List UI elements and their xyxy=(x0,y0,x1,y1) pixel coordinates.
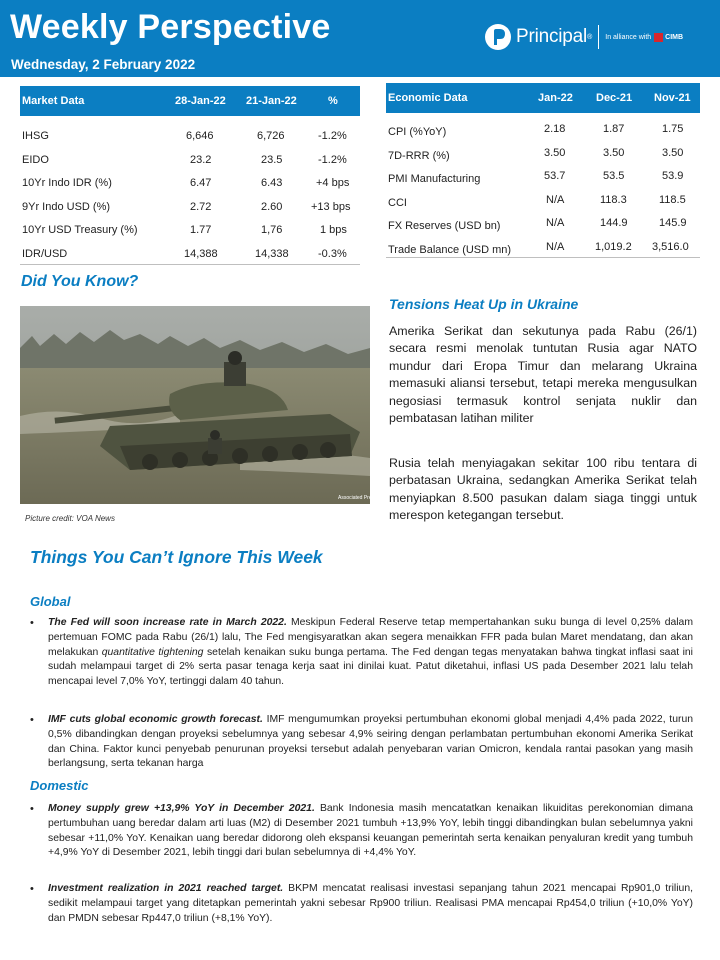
bullet-emphasis: quantitative tightening xyxy=(101,646,204,658)
bullet-icon: • xyxy=(30,883,34,895)
row-label: Trade Balance (USD mn) xyxy=(388,243,512,256)
table-row xyxy=(20,148,360,172)
row-value: 1.77 xyxy=(190,224,212,236)
bullet-body: Bank Indonesia masih mencatatkan kenaikan likuiditas perekonomian dimana pertumbuhan uang beredar dalam arti luas (M2) di Desember 2021 tumbuh +13,9% YoY, lebih tinggi dibandingkan bulan sebelumnya yakni sebesar +11,0% YoY. Kenaikan uang beredar didorong oleh ekspansi keuangan pemerintah serta kenaikan penyaluran kredit yang tumbuh +4,9% YoY di Desember 2021, lebih tinggi dari bulan sebelumnya di +4,4% YoY. xyxy=(48,803,693,859)
market-header-col2: 21-Jan-22 xyxy=(246,95,297,107)
global-heading: Global xyxy=(30,594,71,609)
row-change: -1.2% xyxy=(318,130,347,142)
header-banner xyxy=(0,0,720,77)
photo-watermark: Associated Press xyxy=(338,495,377,501)
row-value: 1.75 xyxy=(662,123,684,135)
table-row xyxy=(20,171,360,195)
bullet-lead: Investment realization in 2021 reached target. xyxy=(48,883,284,894)
row-value: 3,516.0 xyxy=(652,240,689,253)
alliance-text: In alliance with xyxy=(605,33,652,41)
bullet-body: setelah kenaikan suku bunga pertama. The Fed dengan tegas menyatakan bahwa tingkat inflasi saat ini sudah melampaui target di 2% serta pasar tenaga kerja saat ini dinilai kuat. Patut diketahui, inflasi US pada Desember 2021 lalu telah mencapai level 7,0% YoY, tertinggi dalam 40 tahun. xyxy=(48,646,693,688)
economic-header-col1: Jan-22 xyxy=(538,92,573,104)
economic-table-header xyxy=(386,83,700,113)
bullet-icon: • xyxy=(30,714,34,726)
logo-divider xyxy=(598,25,599,49)
bullet-text xyxy=(48,713,693,772)
market-table-header xyxy=(20,86,360,116)
row-change: 1 bps xyxy=(320,224,347,236)
row-value: 53.5 xyxy=(603,170,625,182)
row-value: 1.87 xyxy=(603,123,625,135)
row-label: PMI Manufacturing xyxy=(388,173,481,185)
market-data-table xyxy=(20,86,360,265)
market-header-col1: 28-Jan-22 xyxy=(175,95,226,107)
page-title: Weekly Perspective xyxy=(10,8,331,46)
row-value: N/A xyxy=(546,240,565,253)
economic-header-col3: Nov-21 xyxy=(654,92,691,104)
table-row xyxy=(386,235,700,259)
list-item xyxy=(30,616,693,690)
row-label: 10Yr Indo IDR (%) xyxy=(22,177,112,189)
ukraine-story-title: Tensions Heat Up in Ukraine xyxy=(389,296,579,312)
bullet-text xyxy=(48,882,693,926)
row-value: 6,646 xyxy=(186,130,214,142)
row-label: 9Yr Indo USD (%) xyxy=(22,200,111,213)
table-row xyxy=(20,124,360,148)
alliance-brand: CIMB xyxy=(665,33,684,41)
economic-header-label: Economic Data xyxy=(388,92,468,104)
row-label: EIDO xyxy=(22,153,49,166)
row-value: N/A xyxy=(546,217,565,229)
table-row xyxy=(20,195,360,219)
row-change: -1.2% xyxy=(318,153,347,166)
table-row xyxy=(386,117,700,141)
row-value: 6.47 xyxy=(190,177,212,189)
row-value: 1,76 xyxy=(261,224,283,236)
row-value: 3.50 xyxy=(544,146,566,159)
table-row xyxy=(386,164,700,188)
table-row xyxy=(20,242,360,266)
row-change: +13 bps xyxy=(311,200,351,213)
list-item xyxy=(30,713,693,772)
bullet-body: BKPM mencatat realisasi investasi sepanjang tahun 2021 mencapai Rp901,0 triliun, sedikit melampaui target yang ditetapkan pemerintah yakni sebesar Rp900 triliun. Realisasi PMA mencapai Rp454,0 triliun (+10,0% YoY) dan PMDN sebesar Rp447,0 triliun (+8,1% YoY). xyxy=(48,883,693,924)
row-label: IHSG xyxy=(22,130,49,142)
economic-data-table xyxy=(386,83,700,258)
ukraine-paragraph-1: Amerika Serikat dan sekutunya pada Rabu (26/1) secara resmi menolak tuntutan Rusia agar NATO mundur dari Eropa Timur dan melarang Ukraina memasuki aliansi tersebut, tetapi mereka mengusulkan negosiasi termasuk kontrol senjata nuklir dan pembatasan latihan militer xyxy=(389,324,697,426)
row-value: 6.43 xyxy=(261,177,283,189)
row-label: CPI (%YoY) xyxy=(388,126,447,138)
row-value: 2.72 xyxy=(190,200,212,213)
row-value: 23.5 xyxy=(261,153,283,166)
bullet-lead: The Fed will soon increase rate in March 2022. xyxy=(48,617,287,628)
row-value: 14,388 xyxy=(184,247,218,260)
row-value: 1,019.2 xyxy=(595,240,632,253)
row-value: 118.5 xyxy=(659,193,686,206)
row-value: 53.7 xyxy=(544,170,566,182)
row-value: 53.9 xyxy=(662,170,684,182)
bullet-lead: Money supply grew +13,9% YoY in December 2021. xyxy=(48,803,315,814)
principal-logo xyxy=(484,20,683,54)
domestic-heading: Domestic xyxy=(30,778,89,793)
table-row xyxy=(386,188,700,212)
table-row xyxy=(20,218,360,242)
row-value: 145.9 xyxy=(659,217,687,229)
list-item xyxy=(30,882,693,926)
table-row xyxy=(386,141,700,165)
row-change: +4 bps xyxy=(316,177,350,189)
issue-date: Wednesday, 2 February 2022 xyxy=(11,57,196,72)
bullet-body: Meskipun Federal Reserve tetap mempertahankan suku bunga di level 0,25% dalam pertemuan FOMC pada Rabu (26/1) lalu, The Fed mengisyaratkan akan segera menaikkan FFR pada bulan Maret mendatang, dan akan melakukan xyxy=(48,617,693,658)
row-value: 3.50 xyxy=(603,146,625,159)
row-value: 23.2 xyxy=(190,153,212,166)
photo-credit: Picture credit: VOA News xyxy=(25,514,115,523)
cimb-logo-icon xyxy=(654,33,663,42)
row-value: N/A xyxy=(546,193,565,206)
row-label: FX Reserves (USD bn) xyxy=(388,220,501,232)
row-label: 7D-RRR (%) xyxy=(388,149,450,162)
bullet-text xyxy=(48,802,693,861)
market-header-col3: % xyxy=(328,95,338,107)
table-row xyxy=(386,211,700,235)
bullet-body: IMF mengumumkan proyeksi pertumbuhan ekonomi global menjadi 4,4% pada 2022, turun 0,5% dibandingkan dengan proyeksi sebelumnya yang sebesar 4,9% seiring dengan perlambatan pertumbuhan ekonomi Amerika Serikat dan China. Faktor kunci penyebab penurunan proyeksi tersebut adalah penyebaran varian Omicron, kendala rantai pasokan yang masih berlangsung, serta tekanan harga xyxy=(48,714,693,770)
list-item xyxy=(30,802,693,861)
row-value: 2.18 xyxy=(544,123,566,135)
tank-photo xyxy=(20,306,377,504)
row-value: 2.60 xyxy=(261,200,283,213)
principal-logo-icon xyxy=(484,23,512,51)
tank-illustration xyxy=(20,306,377,504)
bullet-text xyxy=(48,616,693,690)
did-you-know-heading: Did You Know? xyxy=(21,273,139,290)
row-value: 3.50 xyxy=(662,146,684,159)
row-label: 10Yr USD Treasury (%) xyxy=(22,224,138,236)
row-value: 14,338 xyxy=(255,247,289,260)
logo-wordmark: Principal xyxy=(516,26,588,47)
row-label: CCI xyxy=(388,196,407,209)
logo-registered: ® xyxy=(587,33,593,41)
bullet-icon: • xyxy=(30,617,34,629)
market-header-label: Market Data xyxy=(22,95,85,107)
row-value: 144.9 xyxy=(600,217,628,229)
bullet-lead: IMF cuts global economic growth forecast. xyxy=(48,714,263,725)
things-heading: Things You Can’t Ignore This Week xyxy=(30,547,323,567)
row-value: 118.3 xyxy=(600,193,627,206)
economic-header-col2: Dec-21 xyxy=(596,92,633,104)
row-change: -0.3% xyxy=(318,247,347,260)
row-label: IDR/USD xyxy=(22,247,68,260)
ukraine-paragraph-2: Rusia telah menyiagakan sekitar 100 ribu tentara di perbatasan Ukraina, sedangkan Amerika Serikat telah menyiapkan 8.500 pasukan dalam siaga tinggi untuk merespon ketegangan tersebut. xyxy=(389,456,697,523)
bullet-icon: • xyxy=(30,803,34,815)
row-value: 6,726 xyxy=(257,130,285,142)
